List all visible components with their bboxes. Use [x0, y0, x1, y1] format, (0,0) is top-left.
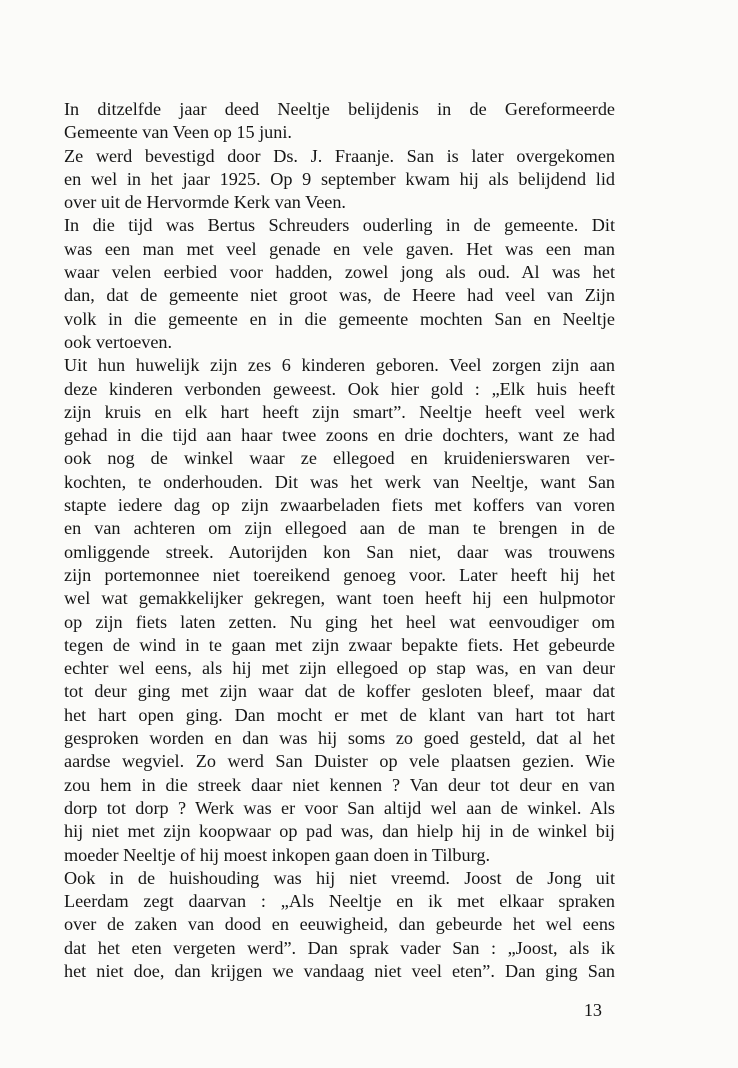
text-line: over uit de Hervormde Kerk van Veen. — [64, 192, 346, 213]
text-line: over de zaken van dood en eeuwigheid, dan gebeurde het wel eens — [64, 914, 615, 935]
text-line: omliggende streek. Autorijden kon San niet, daar was trouwens — [64, 541, 615, 562]
text-line: zou hem in die streek daar niet kennen ? Van deur tot deur en van — [64, 774, 615, 795]
text-line: het niet doe, dan krijgen we vandaag niet veel eten”. Dan ging San — [64, 960, 615, 981]
text-line: tegen de wind in te gaan met zijn zwaar bepakte fiets. Het gebeurde — [64, 634, 615, 655]
text-line: wel wat gemakkelijker gekregen, want toen heeft hij een hulpmotor — [64, 588, 615, 609]
text-line: het hart open ging. Dan mocht er met de klant van hart tot hart — [64, 704, 615, 725]
text-line: stapte iedere dag op zijn zwaarbeladen fiets met koffers van voren — [64, 495, 615, 516]
text-line: Ook in de huishouding was hij niet vreemd. Joost de Jong uit — [64, 867, 615, 888]
text-line: volk in die gemeente en in die gemeente mochten San en Neeltje — [64, 308, 615, 329]
text-line: Leerdam zegt daarvan : „Als Neeltje en ik met elkaar spraken — [64, 891, 615, 912]
text-line: echter wel eens, als hij met zijn ellegoed op stap was, en van deur — [64, 658, 615, 679]
text-line: en wel in het jaar 1925. Op 9 september kwam hij als belijdend lid — [64, 168, 615, 189]
text-line: In ditzelfde jaar deed Neeltje belijdenis in de Gereformeerde — [64, 99, 615, 119]
text-line: deze kinderen verbonden geweest. Ook hier gold : „Elk huis heeft — [64, 378, 615, 399]
text-line: was een man met veel genade en vele gaven. Het was een man — [64, 238, 615, 259]
text-line: gesproken worden en dan was hij soms zo goed gesteld, dat al het — [64, 728, 615, 749]
text-line: op zijn fiets laten zetten. Nu ging het heel wat eenvoudiger om — [64, 611, 615, 632]
text-line: gehad in die tijd aan haar twee zoons en drie dochters, want ze had — [64, 425, 615, 446]
text-line: en van achteren om zijn ellegoed aan de man te brengen in de — [64, 518, 615, 539]
text-line: zijn portemonnee niet toereikend genoeg voor. Later heeft hij het — [64, 564, 615, 585]
text-line: waar velen eerbied voor hadden, zowel jong als oud. Al was het — [64, 262, 615, 283]
text-line: Ze werd bevestigd door Ds. J. Fraanje. San is later overgekomen — [64, 145, 615, 166]
text-line: aardse wegviel. Zo werd San Duister op vele plaatsen gezien. Wie — [64, 751, 615, 772]
text-line: dan, dat de gemeente niet groot was, de Heere had veel van Zijn — [64, 285, 615, 306]
text-line: ook vertoeven. — [64, 331, 173, 352]
text-line: moeder Neeltje of hij moest inkopen gaan doen in Tilburg. — [64, 844, 490, 865]
text-line: In die tijd was Bertus Schreuders ouderling in de gemeente. Dit — [64, 215, 615, 236]
body-text — [64, 98, 615, 983]
page-number: 13 — [583, 1000, 602, 1020]
text-line: Uit hun huwelijk zijn zes 6 kinderen geboren. Veel zorgen zijn aan — [64, 355, 615, 376]
text-line: hij niet met zijn koopwaar op pad was, dan hielp hij in de winkel bij — [64, 821, 615, 842]
text-line: dorp tot dorp ? Werk was er voor San altijd wel aan de winkel. Als — [64, 797, 615, 818]
text-line: tot deur ging met zijn waar dat de koffer gesloten bleef, maar dat — [64, 681, 615, 702]
text-line: dat het eten vergeten werd”. Dan sprak vader San : „Joost, als ik — [64, 937, 615, 958]
text-line: Gemeente van Veen op 15 juni. — [64, 122, 292, 143]
text-line: zijn kruis en elk hart heeft zijn smart”. Neeltje heeft veel werk — [64, 401, 615, 422]
text-line: ook nog de winkel waar ze ellegoed en kruidenierswaren ver- — [64, 448, 615, 469]
text-line: kochten, te onderhouden. Dit was het werk van Neeltje, want San — [64, 471, 615, 492]
